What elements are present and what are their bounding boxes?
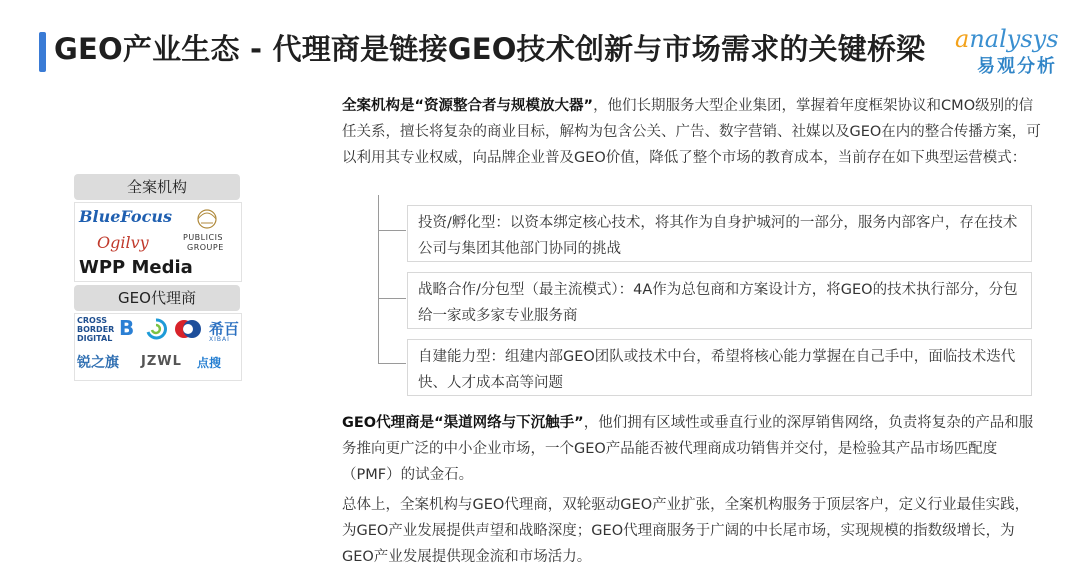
- crossborder-logo-line1: CROSS: [77, 316, 107, 325]
- geo-agent-lead-text: ，他们拥有区域性或垂直行业的深厚销售网络，负责将复杂的产品和服务推向更广泛的中小企业市场，一个GEO产品能否被代理商成功销售并交付，是检验其产品市场匹配度（PMF）的试金石。: [342, 415, 1034, 483]
- ruizhiqi-logo: 锐之旗: [77, 355, 119, 371]
- mode-box-investment: 投资/孵化型：以资本绑定核心技术，将其作为自身护城河的一部分，服务内部客户，存在技术公司与集团其他部门协同的挑战: [407, 205, 1032, 262]
- mode-box-inhouse: 自建能力型：组建内部GEO团队或技术中台，希望将核心能力掌握在自己手中，面临技术迭代快、人才成本高等问题: [407, 339, 1032, 396]
- mode-tree-connector: [378, 195, 379, 363]
- mode-tree-branch: [378, 298, 406, 299]
- geo-agent-lead-bold: GEO代理商是“渠道网络与下沉触手”: [342, 415, 584, 431]
- logo-wordmark-rest: nalysys: [969, 25, 1059, 53]
- publicis-groupe-text: GROUPE: [187, 243, 224, 252]
- logo-wordmark-lead: a: [955, 25, 970, 53]
- red-blue-brand-icon: [173, 318, 203, 340]
- wpp-media-logo: WPP Media: [79, 257, 193, 278]
- geo-agent-logo-panel: [74, 313, 242, 381]
- logo-wordmark: [955, 24, 1059, 54]
- crossborder-logo-line2: BORDER: [77, 325, 115, 334]
- agency-lead-text: ，他们长期服务大型企业集团，掌握着年度框架协议和CMO级别的信任关系，擅长将复杂的商业目标，解构为包含公关、广告、数字营销、社媒以及GEO在内的整合传播方案，可以利用其专业权威，向品牌企业普及GEO价值，降低了整个市场的教育成本，当前存在如下典型运营模式：: [342, 98, 1041, 166]
- xibai-logo-cn: 希百: [209, 320, 240, 338]
- page-title: GEO产业生态 - 代理商是链接GEO技术创新与市场需求的关键桥梁: [54, 32, 926, 66]
- mode-tree-branch: [378, 230, 406, 231]
- title-accent-bar: [39, 32, 46, 72]
- diansou-logo: 点搜: [197, 356, 222, 370]
- bluefocus-logo: BlueFocus: [79, 207, 172, 226]
- publicis-logo-text: PUBLICIS: [183, 233, 224, 242]
- summary-paragraph: 总体上，全案机构与GEO代理商，双轮驱动GEO产业扩张，全案机构服务于顶层客户，定义行业最佳实践，为GEO产业发展提供声望和战略深度；GEO代理商服务于广阔的中长尾市场，实现规模的指数级增长，为GEO产业发展提供现金流和市场活力。: [342, 497, 1030, 565]
- publicis-lion-icon: [187, 207, 227, 229]
- jzwl-logo: JZWL: [141, 354, 182, 369]
- geo-agent-paragraph: [342, 410, 1042, 488]
- agency-logo-panel: [74, 202, 242, 282]
- crossborder-logo-line3: DIGITAL: [77, 334, 113, 343]
- mode-box-subcontract: 战略合作/分包型（最主流模式）：4A作为总包商和方案设计方，将GEO的技术执行部分，分包给一家或多家专业服务商: [407, 272, 1032, 329]
- ogilvy-logo: Ogilvy: [97, 233, 149, 252]
- agency-paragraph: [342, 93, 1042, 171]
- xibai-logo-en: XIBAI: [209, 336, 230, 343]
- agency-heading: 全案机构: [74, 174, 240, 200]
- logo-chinese-name: 易观分析: [977, 56, 1057, 77]
- mode-tree-branch: [378, 363, 406, 364]
- geo-agent-heading: GEO代理商: [74, 285, 240, 311]
- agency-lead-bold: 全案机构是“资源整合者与规模放大器”: [342, 98, 594, 114]
- swirl-brand-icon: [145, 318, 167, 340]
- b-brand-logo: B: [119, 316, 135, 340]
- analysys-logo: [955, 24, 1065, 84]
